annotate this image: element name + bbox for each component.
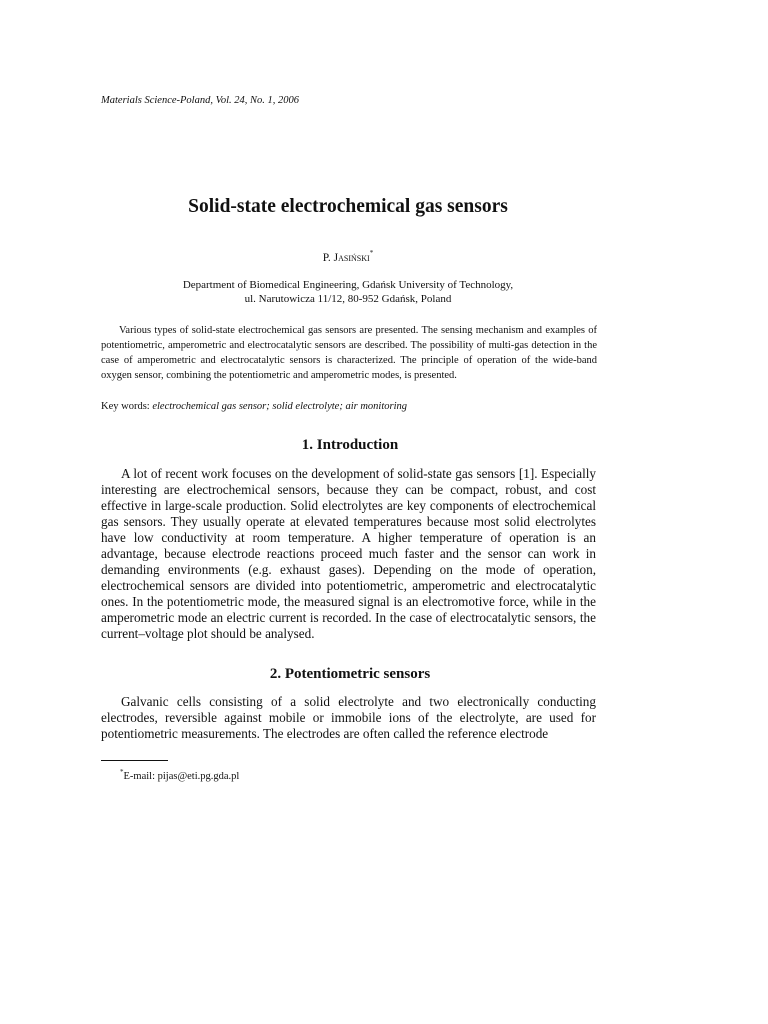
footnote-rule xyxy=(101,760,168,761)
section-heading-introduction: 1. Introduction xyxy=(301,437,399,453)
abstract: Various types of solid-state electrochemical gas sensors are presented. The sensing mechanism and examples of potentiometric, amperometric and electrocatalytic sensors are described. The possibility of multi-gas detection in the case of amperometric and electrocatalytic sensors is characterized. The principle of operation of the wide-band oxygen sensor, combining the potentiometric and amperometric modes, is presented. xyxy=(101,325,597,381)
author-footnote-mark: * xyxy=(369,249,374,257)
footnote-email: E-mail: pijas@eti.pg.gda.pl xyxy=(123,771,240,782)
footnote-mark: * xyxy=(120,768,124,776)
author-initial: P. xyxy=(322,252,334,264)
author-surname: Jasiński xyxy=(333,252,370,264)
potentiometric-paragraph: Galvanic cells consisting of a solid electrolyte and two electronically conducting electrodes, reversible against mobile or immobile ions of the electrolyte, are used for potentiometric measurements. The electrodes are often called the reference electrode xyxy=(101,694,596,742)
keywords-terms: electrochemical gas sensor; solid electrolyte; air monitoring xyxy=(152,401,407,412)
introduction-paragraph: A lot of recent work focuses on the development of solid-state gas sensors [1]. Especially interesting are electrochemical sensors, because they can be compact, robust, and cost effective in large-scale production. Solid electrolytes are key components of electrochemical gas sensors. They usually operate at elevated temperatures because most solid electrolytes have low conductivity at room temperature. A higher temperature of operation is an advantage, because electrode reactions proceed much faster and the sensor can work in demanding environments (e.g. exhaust gases). Depending on the mode of operation, electrochemical sensors are divided into potentiometric, amperometric and electrocatalytic ones. In the potentiometric mode, the measured signal is an electromotive force, while in the amperometric mode an electric current is recorded. In the case of electrocatalytic sensors, the current–voltage plot should be analysed. xyxy=(101,466,596,642)
keywords xyxy=(101,401,597,412)
affiliation-line-1: Department of Biomedical Engineering, Gdańsk University of Technology, xyxy=(182,279,514,291)
journal-citation: Materials Science-Poland, Vol. 24, No. 1, 2006 xyxy=(101,95,300,106)
affiliation xyxy=(100,278,596,306)
footnote xyxy=(120,768,239,782)
paper-title: Solid-state electrochemical gas sensors xyxy=(188,196,508,217)
affiliation-line-2: ul. Narutowicza 11/12, 80-952 Gdańsk, Poland xyxy=(244,293,452,305)
section-heading-potentiometric: 2. Potentiometric sensors xyxy=(269,666,431,682)
author-line xyxy=(0,249,696,264)
keywords-label: Key words: xyxy=(101,401,153,412)
